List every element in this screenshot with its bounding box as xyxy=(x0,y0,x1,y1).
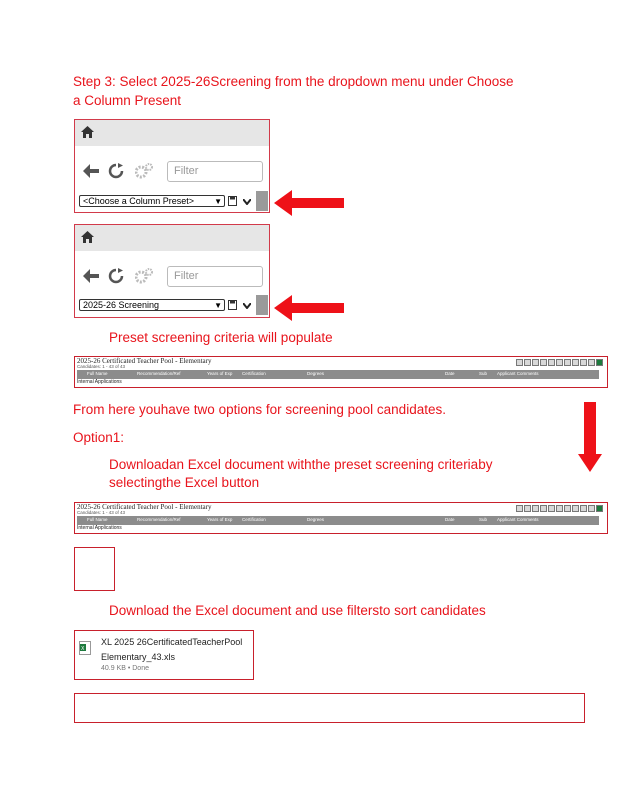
col-header: Full Name xyxy=(87,371,108,376)
save-icon[interactable] xyxy=(228,300,237,310)
gears-icon[interactable] xyxy=(135,163,153,179)
col-header: Applicant Comments xyxy=(497,517,539,522)
pool-subtitle: Candidates: 1 - 43 of 43 xyxy=(77,364,126,369)
pool-title: 2025-26 Certificated Teacher Pool - Elementary xyxy=(77,357,212,365)
chevron-down-icon[interactable] xyxy=(243,199,251,205)
col-header: Years of Exp xyxy=(207,371,233,376)
options-intro: From here youhave two options for screening pool candidates. xyxy=(73,402,446,417)
col-header: Degrees xyxy=(307,517,325,522)
pool-table-header xyxy=(77,516,599,525)
col-header: Certification xyxy=(242,517,266,522)
download-file-name-line2: Elementary_43.xls xyxy=(101,652,176,662)
strip-toolbar-icons xyxy=(516,359,603,366)
chevron-down-icon: ▼ xyxy=(214,301,222,310)
home-icon[interactable] xyxy=(81,126,94,138)
col-header: Date xyxy=(445,371,455,376)
filter-input[interactable]: Filter xyxy=(167,161,263,182)
empty-image-placeholder xyxy=(74,547,115,591)
back-arrow-icon[interactable] xyxy=(83,164,99,178)
gears-icon[interactable] xyxy=(135,268,153,284)
bullet-download-line2: selectingthe Excel button xyxy=(109,475,260,490)
col-header: Sub xyxy=(479,517,488,522)
back-arrow-icon[interactable] xyxy=(83,269,99,283)
chevron-down-icon: ▼ xyxy=(214,197,222,206)
toolbar-tab-bar xyxy=(75,120,269,146)
bullet-filters-text: Download the Excel document and use filtersto sort candidates xyxy=(109,603,486,618)
red-pointer-arrow xyxy=(274,295,344,321)
save-icon[interactable] xyxy=(228,196,237,206)
download-status: 40.9 KB • Done xyxy=(101,665,149,672)
option1-label: Option1: xyxy=(73,430,125,445)
excel-file-icon xyxy=(79,641,91,655)
column-preset-value: 2025-26 Screening xyxy=(83,300,160,310)
svg-text:X: X xyxy=(81,646,85,652)
filter-input[interactable]: Filter xyxy=(167,266,263,287)
table-row[interactable]: Internal Applications xyxy=(77,379,122,385)
step3-line1: Step 3: Select 2025-26Screening from the dropdown menu under Choose xyxy=(73,74,514,89)
red-pointer-arrow xyxy=(274,190,344,216)
col-header: Full Name xyxy=(87,517,108,522)
col-header: Date xyxy=(445,517,455,522)
chevron-down-icon[interactable] xyxy=(243,303,251,309)
strip-toolbar-icons xyxy=(516,505,603,512)
col-header: Recommendation/Ref xyxy=(137,517,181,522)
empty-content-box xyxy=(74,693,585,723)
col-header: Years of Exp xyxy=(207,517,233,522)
pool-title: 2025-26 Certificated Teacher Pool - Elementary xyxy=(77,503,212,511)
scrollbar[interactable] xyxy=(256,191,268,211)
step3-line2: a Column Present xyxy=(73,93,182,108)
toolbar-screenshot-1 xyxy=(74,119,270,213)
table-row[interactable]: Internal Applications xyxy=(77,525,122,531)
pool-subtitle: Candidates: 1 - 43 of 43 xyxy=(77,510,126,515)
col-header: Certification xyxy=(242,371,266,376)
toolbar-tab-bar xyxy=(75,225,269,251)
refresh-icon[interactable] xyxy=(108,268,124,284)
download-file-name-line1: XL 2025 26CertificatedTeacherPool xyxy=(101,637,243,647)
bullet-preset-text: Preset screening criteria will populate xyxy=(109,330,333,345)
column-preset-select[interactable] xyxy=(79,299,225,311)
candidate-pool-strip-1 xyxy=(74,356,608,388)
col-header: Applicant Comments xyxy=(497,371,539,376)
col-header: Degrees xyxy=(307,371,325,376)
toolbar-screenshot-2 xyxy=(74,224,270,318)
bullet-download-line1: Downloadan Excel document withthe preset screening criteriaby xyxy=(109,457,493,472)
download-item[interactable] xyxy=(74,630,254,680)
candidate-pool-strip-2 xyxy=(74,502,608,534)
scrollbar[interactable] xyxy=(256,295,268,315)
refresh-icon[interactable] xyxy=(108,163,124,179)
pool-table-header xyxy=(77,370,599,379)
home-icon[interactable] xyxy=(81,231,94,243)
col-header: Sub xyxy=(479,371,488,376)
col-header: Recommendation/Ref xyxy=(137,371,181,376)
column-preset-select[interactable] xyxy=(79,195,225,207)
column-preset-value: <Choose a Column Preset> xyxy=(83,196,195,206)
red-down-arrow xyxy=(578,402,602,472)
